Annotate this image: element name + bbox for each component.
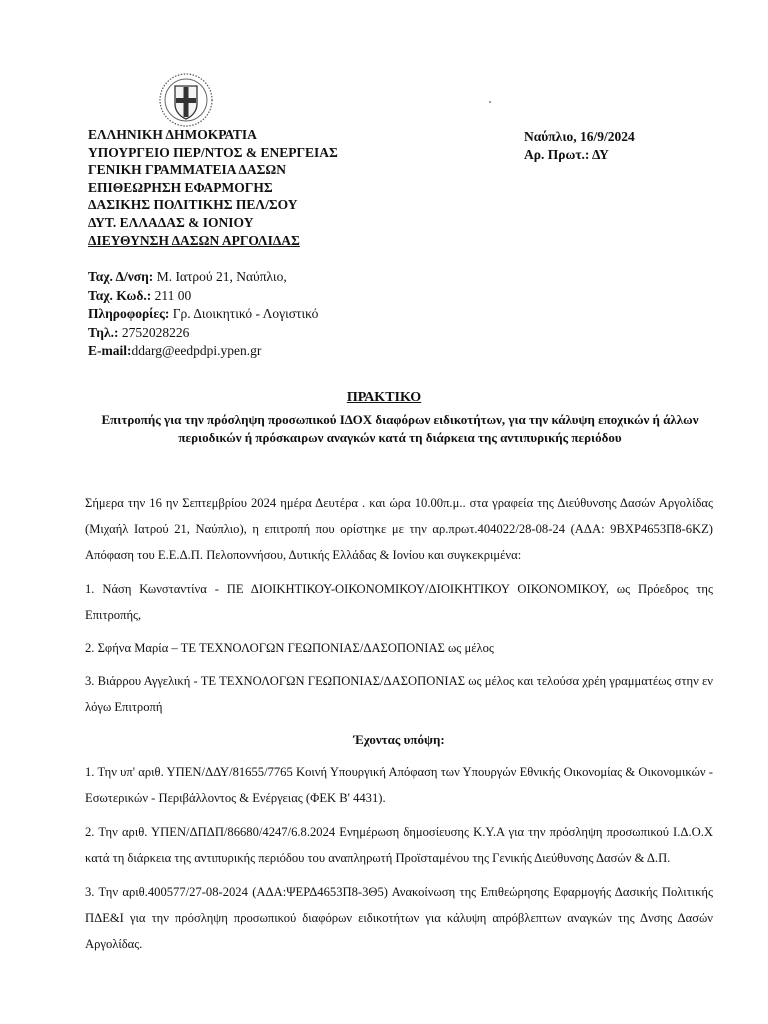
email-label: E-mail:: [88, 343, 132, 358]
header-line-1: ΕΛΛΗΝΙΚΗ ΔΗΜΟΚΡΑΤΙΑ: [88, 127, 257, 142]
email-line: [88, 342, 318, 361]
address-value: Μ. Ιατρού 21, Ναύπλιο,: [153, 269, 287, 284]
reference-3: 3. Την αριθ.400577/27-08-2024 (ΑΔΑ:ΨΕΡΔ4653Π8-3Θ5) Ανακοίνωση της Επιθεώρησης Εφαρμογής Δασικής Πολιτικής ΠΔΕ&Ι για την πρόσληψη προσωπικού διαφόρων ειδικοτήτων για κάλυψη απρόβλεπτων αναγκών της Δνσης Δασών Αργολίδας.: [85, 885, 713, 951]
phone-value: 2752028226: [118, 324, 190, 340]
header-line-2: ΥΠΟΥΡΓΕΙΟ ΠΕΡ/ΝΤΟΣ & ΕΝΕΡΓΕΙΑΣ: [88, 144, 338, 160]
document-title: ΠΡΑΚΤΙΚΟ: [346, 390, 422, 405]
info-value: Γρ. Διοικητικό - Λογιστικό: [169, 306, 319, 321]
greek-coat-of-arms-icon: [158, 72, 214, 128]
document-subtitle: Επιτροπής για την πρόσληψη προσωπικού ΙΔΟΧ διαφόρων ειδικοτήτων, για την κάλυψη εποχικών ή άλλων περιοδικών ή πρόσκαιρων αναγκών κατά τη διάρκεια της αντιπυρικής περιόδου: [101, 412, 699, 445]
reference-2: 2. Την αριθ. ΥΠΕΝ/ΔΠΔΠ/86680/4247/6.8.2024 Ενημέρωση δημοσίευσης Κ.Υ.Α για την πρόσληψη προσωπικού Ι.Δ.Ο.Χ κατά τη διάρκεια της αντιπυρικής περιόδου του αναπληρωτή Προϊσταμένου της Γενικής Διεύθυνσης Δασών & Δ.Π.: [85, 825, 713, 865]
reference-1: 1. Την υπ' αριθ. ΥΠΕΝ/ΔΔΥ/81655/7765 Κοινή Υπουργική Απόφαση των Υπουργών Εθνικής Οικονομίας & Οικονομικών - Εσωτερικών - Περιβάλλοντος & Ενέργειας (ΦΕΚ Β' 4431).: [85, 765, 713, 805]
protocol-number: Αρ. Πρωτ.: ΔΥ: [524, 146, 609, 162]
phone-label: Τηλ.:: [88, 324, 119, 340]
header-line-5: ΔΑΣΙΚΗΣ ΠΟΛΙΤΙΚΗΣ ΠΕΛ/ΣΟΥ: [88, 197, 298, 213]
phone-line: [88, 324, 318, 343]
considering-heading: Έχοντας υπόψη:: [353, 732, 445, 747]
header-line-7: ΔΙΕΥΘΥΝΣΗ ΔΑΣΩΝ ΑΡΓΟΛΙΔΑΣ: [88, 232, 300, 248]
header-line-6: ΔΥΤ. ΕΛΛΑΔΑΣ & ΙΟΝΙΟΥ: [88, 214, 254, 230]
place-date: Ναύπλιο, 16/9/2024: [524, 129, 635, 144]
committee-member-2: 2. Σφήνα Μαρία – ΤΕ ΤΕΧΝΟΛΟΓΩΝ ΓΕΩΠΟΝΙΑΣ/ΔΑΣΟΠΟΝΙΑΣ ως μέλος: [85, 641, 494, 655]
info-label: Πληροφορίες:: [88, 306, 170, 321]
document-body: [85, 490, 713, 965]
committee-member-3: 3. Βιάρρου Αγγελική - ΤΕ ΤΕΧΝΟΛΟΓΩΝ ΓΕΩΠΟΝΙΑΣ/ΔΑΣΟΠΟΝΙΑΣ ως μέλος και τελούσα χρέη γραμματέως στην εν λόγω Επιτροπή: [85, 674, 713, 714]
postcode-line: [88, 287, 318, 306]
contact-details: [88, 268, 318, 361]
scan-speck: [489, 101, 491, 103]
postcode-label: Ταχ. Κωδ.:: [88, 287, 152, 303]
email-value: ddarg@eedpdpi.ypen.gr: [131, 343, 262, 358]
address-line: [88, 268, 318, 287]
info-line: [88, 305, 318, 324]
header-line-4: ΕΠΙΘΕΩΡΗΣΗ ΕΦΑΡΜΟΓΗΣ: [88, 179, 273, 195]
committee-member-1: 1. Νάση Κωνσταντίνα - ΠΕ ΔΙΟΙΚΗΤΙΚΟΥ-ΟΙΚΟΝΟΜΙΚΟΥ/ΔΙΟΙΚΗΤΙΚΟΥ ΟΙΚΟΝΟΜΙΚΟΥ, ως Πρόεδρος της Επιτροπής,: [85, 582, 713, 622]
header-line-3: ΓΕΝΙΚΗ ΓΡΑΜΜΑΤΕΙΑ ΔΑΣΩΝ: [88, 162, 286, 178]
intro-paragraph: Σήμερα την 16 ην Σεπτεμβρίου 2024 ημέρα Δευτέρα . και ώρα 10.00π.μ.. στα γραφεία της Διεύθυνσης Δασών Αργολίδας (Μιχαήλ Ιατρού 21, Ναύπλιο), η επιτροπή που ορίστηκε με την αρ.πρωτ.404022/28-08-24 (ΑΔΑ: 9ΒΧΡ4653Π8-6ΚΖ) Απόφαση του Ε.Ε.Δ.Π. Πελοποννήσου, Δυτικής Ελλάδας & Ιονίου και συγκεκριμένα:: [85, 496, 713, 562]
postcode-value: 211 00: [151, 287, 192, 303]
issuer-header: [88, 126, 338, 249]
address-label: Ταχ. Δ/νση:: [88, 269, 154, 284]
date-protocol-block: [524, 128, 635, 163]
